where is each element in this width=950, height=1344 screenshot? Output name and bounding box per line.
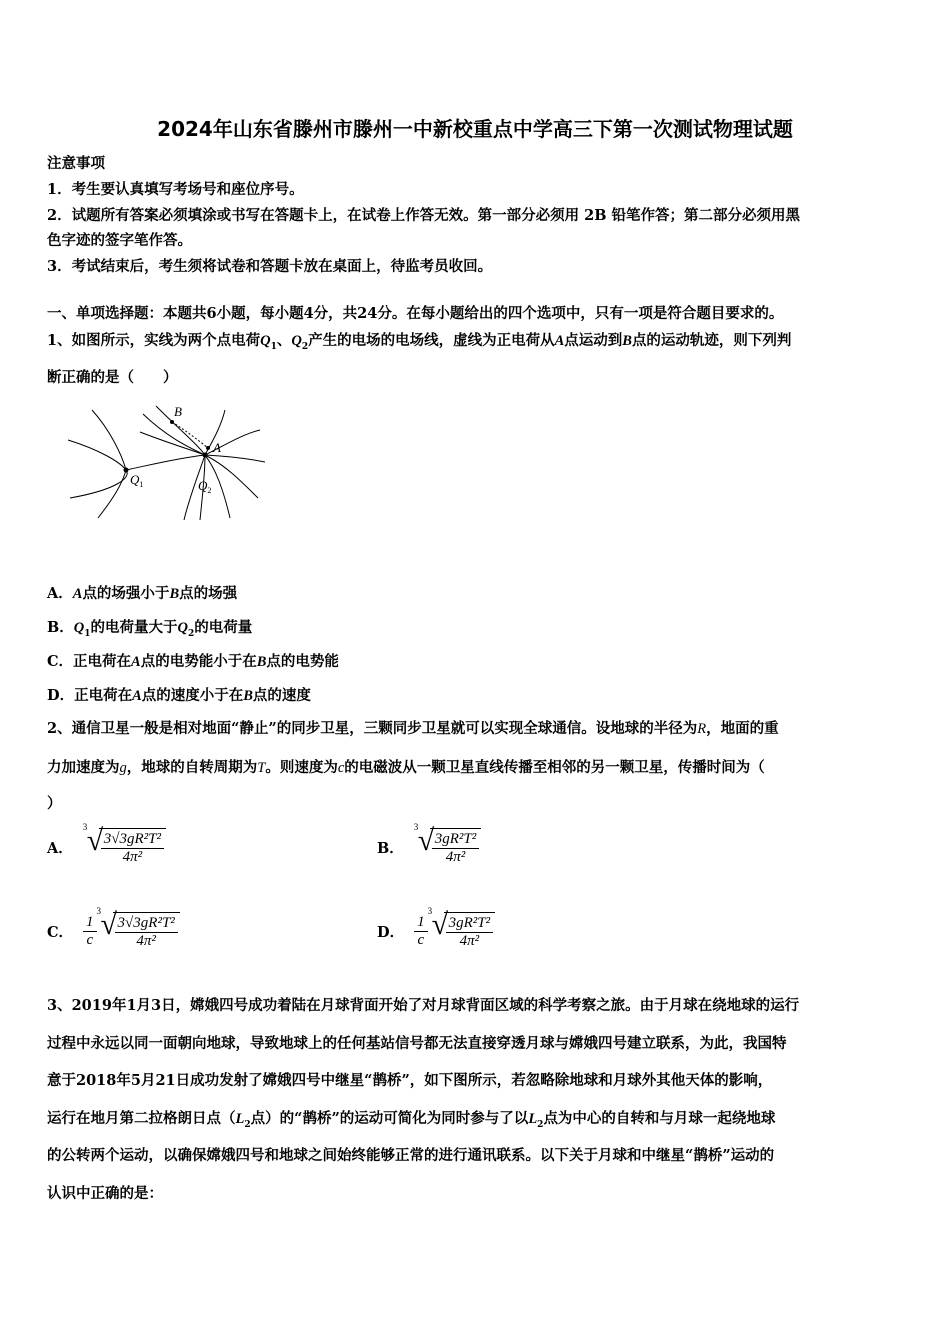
q2-stem-line2: 力加速度为g，地球的自转周期为T。则速度为c的电磁波从一颗卫星直线传播至相邻的另一颗卫星，传播时间为（ xyxy=(47,759,765,776)
q2-option-c[interactable]: C． $\frac{1}{c}$ 3 √ $\frac{\text{3√3gR²T²}}{\text{4π²}}$ xyxy=(47,912,180,950)
notice-item-3: 3．考试结束后，考生须将试卷和答题卡放在桌面上，待监考员收回。 xyxy=(47,258,493,275)
q1-option-c[interactable]: C．正电荷在A点的电势能小于在B点的电势能 xyxy=(47,653,339,670)
q2-option-d[interactable]: D． $\frac{1}{c}$ 3 √ $\frac{\text{3gR²T²}}{\text{4π²}}$ xyxy=(377,912,495,950)
q3-line4: 运行在地月第二拉格朗日点（$L_2$点）的“鹊桥”的运动可简化为同时参与了以$L_2$点为中心的自转和与月球一起绕地球 xyxy=(47,1110,776,1130)
field-line xyxy=(126,455,205,470)
q3-line1: 3、2019年1月3日，嫦娥四号成功着陆在月球背面开始了对月球背面区域的科学考察之旅。由于月球在绕地球的运行 xyxy=(47,997,800,1014)
label-q1: $Q_1$ xyxy=(130,472,144,489)
charge-q1-dot xyxy=(124,468,129,473)
notice-item-2: 2．试题所有答案必须填涂或书写在答题卡上，在试卷上作答无效。第一部分必须用 2B 铅笔作答；第二部分必须用黑 xyxy=(47,207,801,224)
field-line xyxy=(156,406,230,518)
q2-option-b[interactable]: B． 3 √ $\frac{\text{3gR²T²}}{\text{4π²}}$ xyxy=(377,828,481,866)
q3-line2: 过程中永远以同一面朝向地球，导致地球上的任何基站信号都无法直接穿透月球与嫦娥四号建立联系，为此，我国特 xyxy=(47,1035,787,1052)
q2-stem-line1: 2、通信卫星一般是相对地面“静止”的同步卫星，三颗同步卫星就可以实现全球通信。设地球的半径为R，地面的重 xyxy=(47,720,779,737)
trajectory-dashed xyxy=(172,422,208,448)
label-a: A xyxy=(213,440,221,455)
charge-q2-dot xyxy=(203,453,208,458)
point-b-dot xyxy=(170,420,174,424)
label-b: B xyxy=(174,404,182,419)
q3-line3: 意于2018年5月21日成功发射了嫦娥四号中继星“鹊桥”，如下图所示，若忽略除地球和月球外其他天体的影响， xyxy=(47,1072,773,1089)
page-title: 2024年山东省滕州市滕州一中新校重点中学高三下第一次测试物理试题 xyxy=(157,117,793,141)
q1-stem-line2: 断正确的是（ ） xyxy=(47,369,178,386)
point-a-dot xyxy=(206,446,210,450)
q3-line6: 认识中正确的是： xyxy=(47,1185,163,1202)
label-q2: $Q_2$ xyxy=(198,478,212,495)
field-line xyxy=(205,455,265,462)
q2-stem-line3: ） xyxy=(47,795,62,812)
field-line xyxy=(98,470,126,518)
q2-option-a[interactable]: A． 3 √ $\frac{\text{3√3gR²T²}}{\text{4π²}}$ xyxy=(47,828,166,866)
section1-heading: 一、单项选择题：本题共6小题，每小题4分，共24分。在每小题给出的四个选项中，只有一项是符合题目要求的。 xyxy=(47,305,784,322)
q1-option-a[interactable]: A．A点的场强小于B点的场强 xyxy=(47,585,238,602)
field-line xyxy=(205,455,258,498)
field-line xyxy=(143,414,205,520)
electric-field-figure xyxy=(60,400,270,525)
notice-item-1: 1．考生要认真填写考场号和座位序号。 xyxy=(47,181,304,198)
field-line xyxy=(92,410,126,470)
notice-heading: 注意事项 xyxy=(47,155,105,172)
q1-option-b[interactable]: B．$Q_1$的电荷量大于$Q_2$的电荷量 xyxy=(47,619,253,639)
q1-option-d[interactable]: D．正电荷在A点的速度小于在B点的速度 xyxy=(47,687,311,704)
notice-item-2-cont: 色字迹的签字笔作答。 xyxy=(47,232,192,249)
q3-line5: 的公转两个运动，以确保嫦娥四号和地球之间始终能够正常的进行通讯联系。以下关于月球和中继星“鹊桥”运动的 xyxy=(47,1147,775,1164)
q1-stem-line1: 1、如图所示，实线为两个点电荷$Q_1$、$Q_2$产生的电场的电场线，虚线为正电荷从A点运动到B点的运动轨迹，则下列判 xyxy=(47,332,792,352)
